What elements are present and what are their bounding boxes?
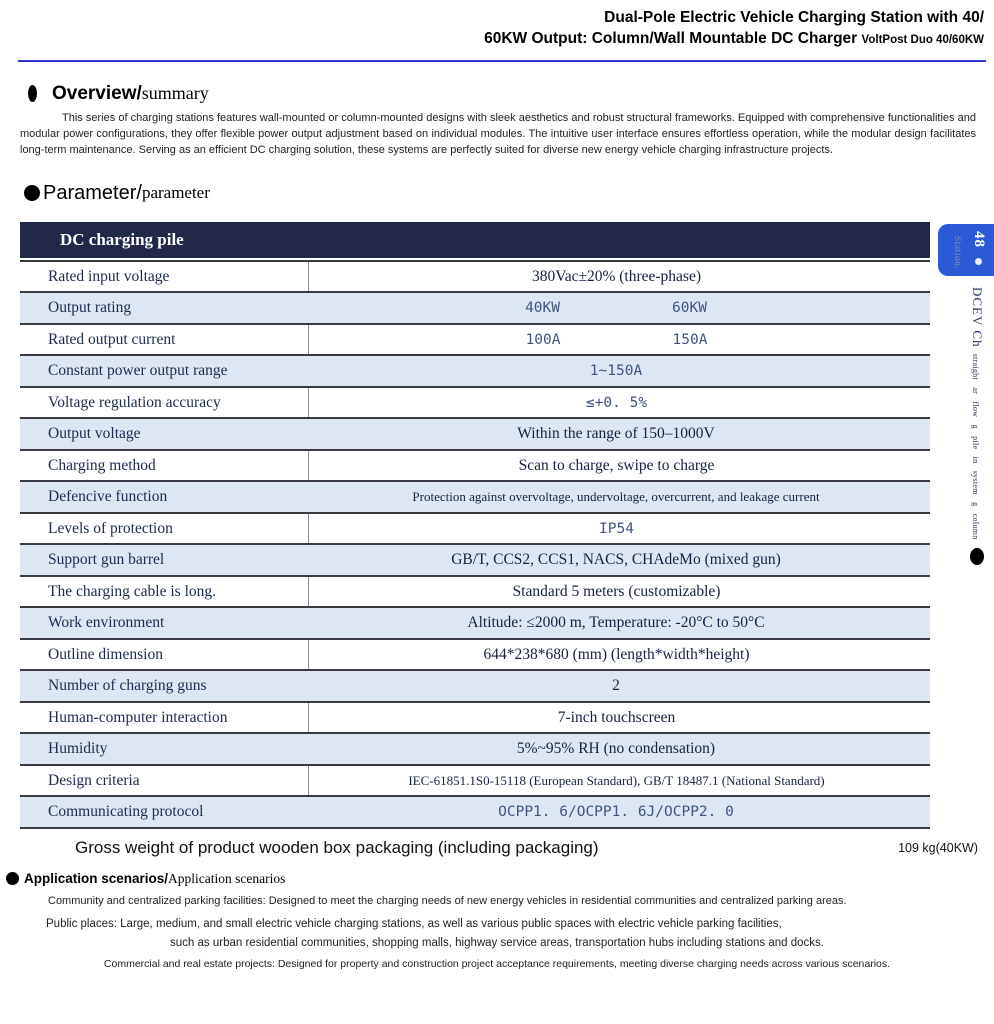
page-number-vertical: [970, 231, 987, 265]
spec-row-label: Rated output current: [48, 330, 176, 348]
parameter-heading-en: Parameter/: [43, 181, 142, 204]
spec-row-value: Altitude: ≤2000 m, Temperature: -20°C to 50°C: [467, 614, 765, 632]
overview-heading: [28, 83, 994, 105]
spec-row-value: GB/T, CCS2, CCS1, NACS, CHAdeMo (mixed gun): [451, 551, 781, 569]
bullet-icon: [6, 872, 19, 885]
dot-icon: [975, 258, 982, 265]
spec-row-value: 644*238*680 (mm) (length*width*height): [308, 640, 930, 670]
spec-row-value: Standard 5 meters (customizable): [308, 577, 930, 607]
spec-row: [20, 293, 930, 325]
series-label: DCEV Ch: [970, 287, 985, 348]
spec-row-label: Output voltage: [48, 425, 141, 443]
page-number: 48: [971, 231, 987, 248]
application-heading: [6, 871, 994, 887]
spec-row-label: Human-computer interaction: [48, 708, 228, 726]
gross-weight-row: [0, 829, 994, 867]
station-label-vertical: Station.: [952, 236, 962, 270]
spec-row: [20, 545, 930, 577]
spec-row-value: Within the range of 150–1000V: [517, 425, 715, 443]
spec-row: [20, 671, 930, 703]
spec-row-value: 2: [612, 677, 620, 695]
spec-row-value: 7-inch touchscreen: [308, 703, 930, 733]
spec-row-value: [308, 293, 930, 323]
spec-row-label: Number of charging guns: [48, 677, 207, 695]
spec-row-value: IP54: [308, 514, 930, 544]
spec-row-value-right: 60KW: [672, 300, 707, 317]
spec-row-value: 1~150A: [589, 363, 643, 380]
spec-row-value: IEC-61851.1S0-15118 (European Standard), GB/T 18487.1 (National Standard): [308, 766, 930, 796]
spec-row: [20, 703, 930, 735]
overview-heading-sub: summary: [141, 83, 209, 104]
spec-row: [20, 451, 930, 483]
spec-row-label: Communicating protocol: [48, 803, 204, 821]
spec-row: [20, 262, 930, 294]
application-heading-sub: Application scenarios: [168, 870, 286, 886]
bullet-icon: [24, 185, 40, 201]
spec-row-label: Defencive function: [48, 488, 168, 506]
application-heading-en: Application scenarios/: [24, 871, 169, 887]
spec-row: [20, 482, 930, 514]
spec-row: [20, 356, 930, 388]
application-paragraph-commercial: Commercial and real estate projects: Designed for property and construction project acceptance requirements, meeting diverse charging needs across various scenarios.: [103, 957, 891, 970]
spec-row-label: The charging cable is long.: [48, 582, 217, 600]
spec-row-label: Charging method: [48, 456, 156, 474]
spec-row-value-left: 100A: [525, 331, 561, 348]
spec-row-label: Design criteria: [48, 771, 140, 789]
spec-row-value: Scan to charge, swipe to charge: [308, 451, 930, 481]
spec-row-value-right: 150A: [672, 331, 708, 348]
spec-row: [20, 325, 930, 357]
spec-row: [20, 577, 930, 609]
spec-row: [20, 797, 930, 829]
spec-row-value: Protection against overvoltage, undervoltage, overcurrent, and leakage current: [412, 489, 820, 505]
spec-table-title: DC charging pile: [20, 222, 930, 258]
document-header: [0, 0, 994, 50]
spec-row: [20, 419, 930, 451]
application-paragraph-public-line1: Public places: Large, medium, and small electric vehicle charging stations, as well as various public spaces with electric vehicle parking facilities,: [46, 917, 782, 930]
gross-weight-label: Gross weight of product wooden box packaging (including packaging): [75, 837, 599, 857]
overview-paragraph: This series of charging stations features wall-mounted or column-mounted designs with sleek aesthetics and robust structural frameworks. Equipped with comprehensive functionalities and modular power configurations, they offer flexible power output adjustment based on individual modules. The intuitive user interface ensures effortless operation, while the modular design facilitates long-term maintenance. Serving as an efficient DC charging solution, these systems are perfectly suited for diverse new energy vehicle charging infrastructure projects.: [20, 111, 976, 156]
spec-row-label: Work environment: [48, 614, 165, 632]
document-title-line1: Dual-Pole Electric Vehicle Charging Station with 40/: [604, 9, 984, 26]
spec-row-label: Support gun barrel: [48, 551, 165, 569]
document-title-line2: [0, 29, 984, 50]
spec-row: [20, 640, 930, 672]
dot-icon: [970, 548, 984, 565]
bullet-icon: [28, 85, 37, 102]
document-title-line2-text: 60KW Output: Column/Wall Mountable DC Charger: [484, 29, 858, 47]
spec-row-value: 5%~95% RH (no condensation): [516, 740, 716, 758]
spec-row-label: Constant power output range: [48, 362, 228, 380]
spec-row-label: Rated input voltage: [48, 267, 170, 285]
parameter-heading-sub: parameter: [141, 183, 210, 203]
spec-table: [20, 222, 930, 829]
product-model: VoltPost Duo 40/60KW: [861, 33, 984, 46]
spec-row: [20, 734, 930, 766]
spec-row-label: Voltage regulation accuracy: [48, 393, 221, 411]
spec-row-value-left: 40KW: [525, 300, 560, 317]
parameter-heading: [24, 182, 994, 205]
spec-row-value: 380Vac±20% (three-phase): [308, 262, 930, 292]
series-label-small: straight ar flow g pile in system g column: [971, 353, 980, 540]
spec-row-label: Humidity: [48, 740, 108, 758]
overview-heading-en: Overview/: [52, 82, 142, 104]
application-paragraph-public-line2: such as urban residential communities, shopping malls, highway service areas, transportation hubs including stations and docks.: [170, 936, 824, 949]
spec-table-rows: [20, 260, 930, 829]
series-label-vertical: [968, 287, 986, 565]
spec-row-label: Outline dimension: [48, 645, 163, 663]
spec-row-value: [308, 325, 930, 355]
gross-weight-value: 109 kg(40KW): [898, 840, 978, 855]
spec-row: [20, 388, 930, 420]
spec-row-label: Levels of protection: [48, 519, 173, 537]
spec-row: [20, 608, 930, 640]
spec-row-value: OCPP1. 6/OCPP1. 6J/OCPP2. 0: [498, 804, 734, 821]
spec-row: [20, 514, 930, 546]
spec-row-value: ≤+0. 5%: [308, 388, 930, 418]
spec-row-label: Output rating: [48, 299, 132, 317]
application-paragraph-community: Community and centralized parking facilities: Designed to meet the charging needs of new energy vehicles in residential communities and centralized parking areas.: [48, 894, 847, 907]
header-divider-rule: [18, 60, 986, 62]
spec-row: [20, 766, 930, 798]
